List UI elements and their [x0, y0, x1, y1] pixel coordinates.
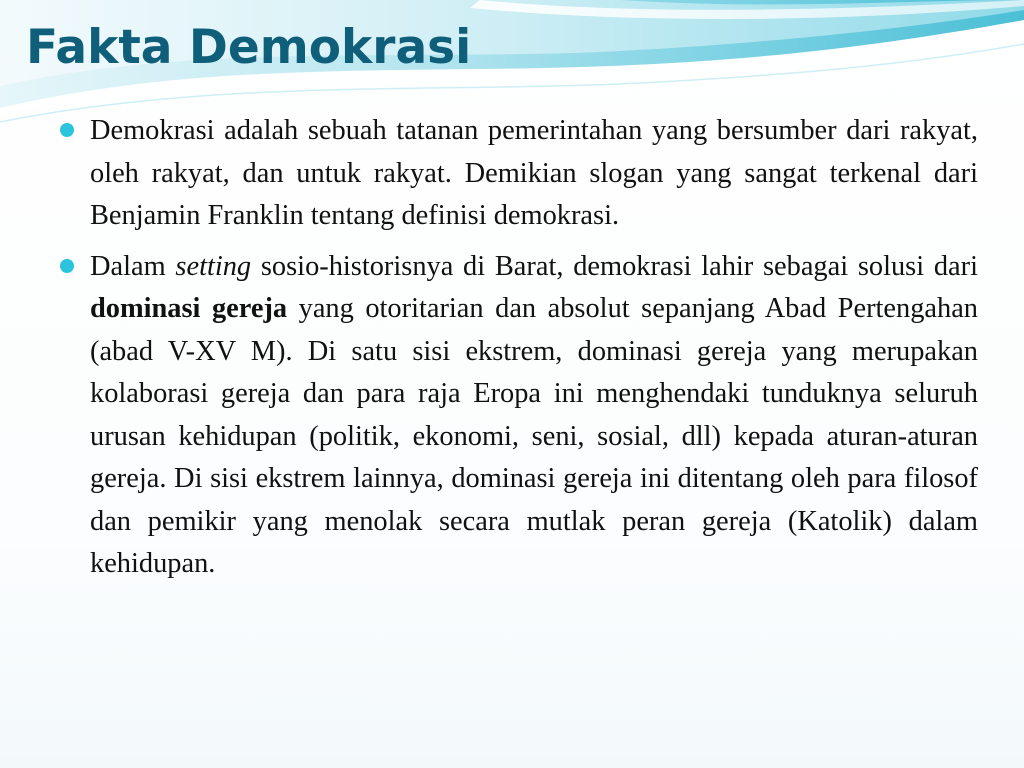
bullet-text-segment: Dalam	[90, 250, 176, 282]
bullet-text	[90, 251, 978, 580]
bullet-list	[62, 110, 978, 594]
bullet-dot-icon	[60, 259, 74, 273]
bold-term: dominasi gereja	[90, 293, 288, 324]
bullet-text-segment: sosio-historisnya di Barat, demokrasi lahir sebagai solusi dari	[251, 250, 978, 282]
bullet-item	[62, 110, 978, 238]
slide-title: Fakta Demokrasi	[26, 20, 472, 75]
italic-term: setting	[175, 250, 252, 282]
bullet-text-segment: yang otoritarian dan absolut sepanjang Abad Pertengahan (abad V-XV M). Di satu sisi ekstrem, dominasi gereja yang merupakan kolaborasi gereja dan para raja Eropa ini menghendaki tunduknya seluruh urusan kehidupan (politik, ekonomi, seni, sosial, dll) kepada aturan-aturan gereja. Di sisi ekstrem lainnya, dominasi gereja ini ditentang oleh para filosof dan pemikir yang menolak secara mutlak peran gereja (Katolik) dalam kehidupan.	[90, 293, 978, 579]
bullet-text: Demokrasi adalah sebuah tatanan pemerintahan yang bersumber dari rakyat, oleh rakyat, dan untuk rakyat. Demikian slogan yang sangat terkenal dari Benjamin Franklin tentang definisi demokrasi.	[90, 115, 978, 231]
bullet-dot-icon	[60, 123, 74, 137]
bullet-item	[62, 246, 978, 586]
